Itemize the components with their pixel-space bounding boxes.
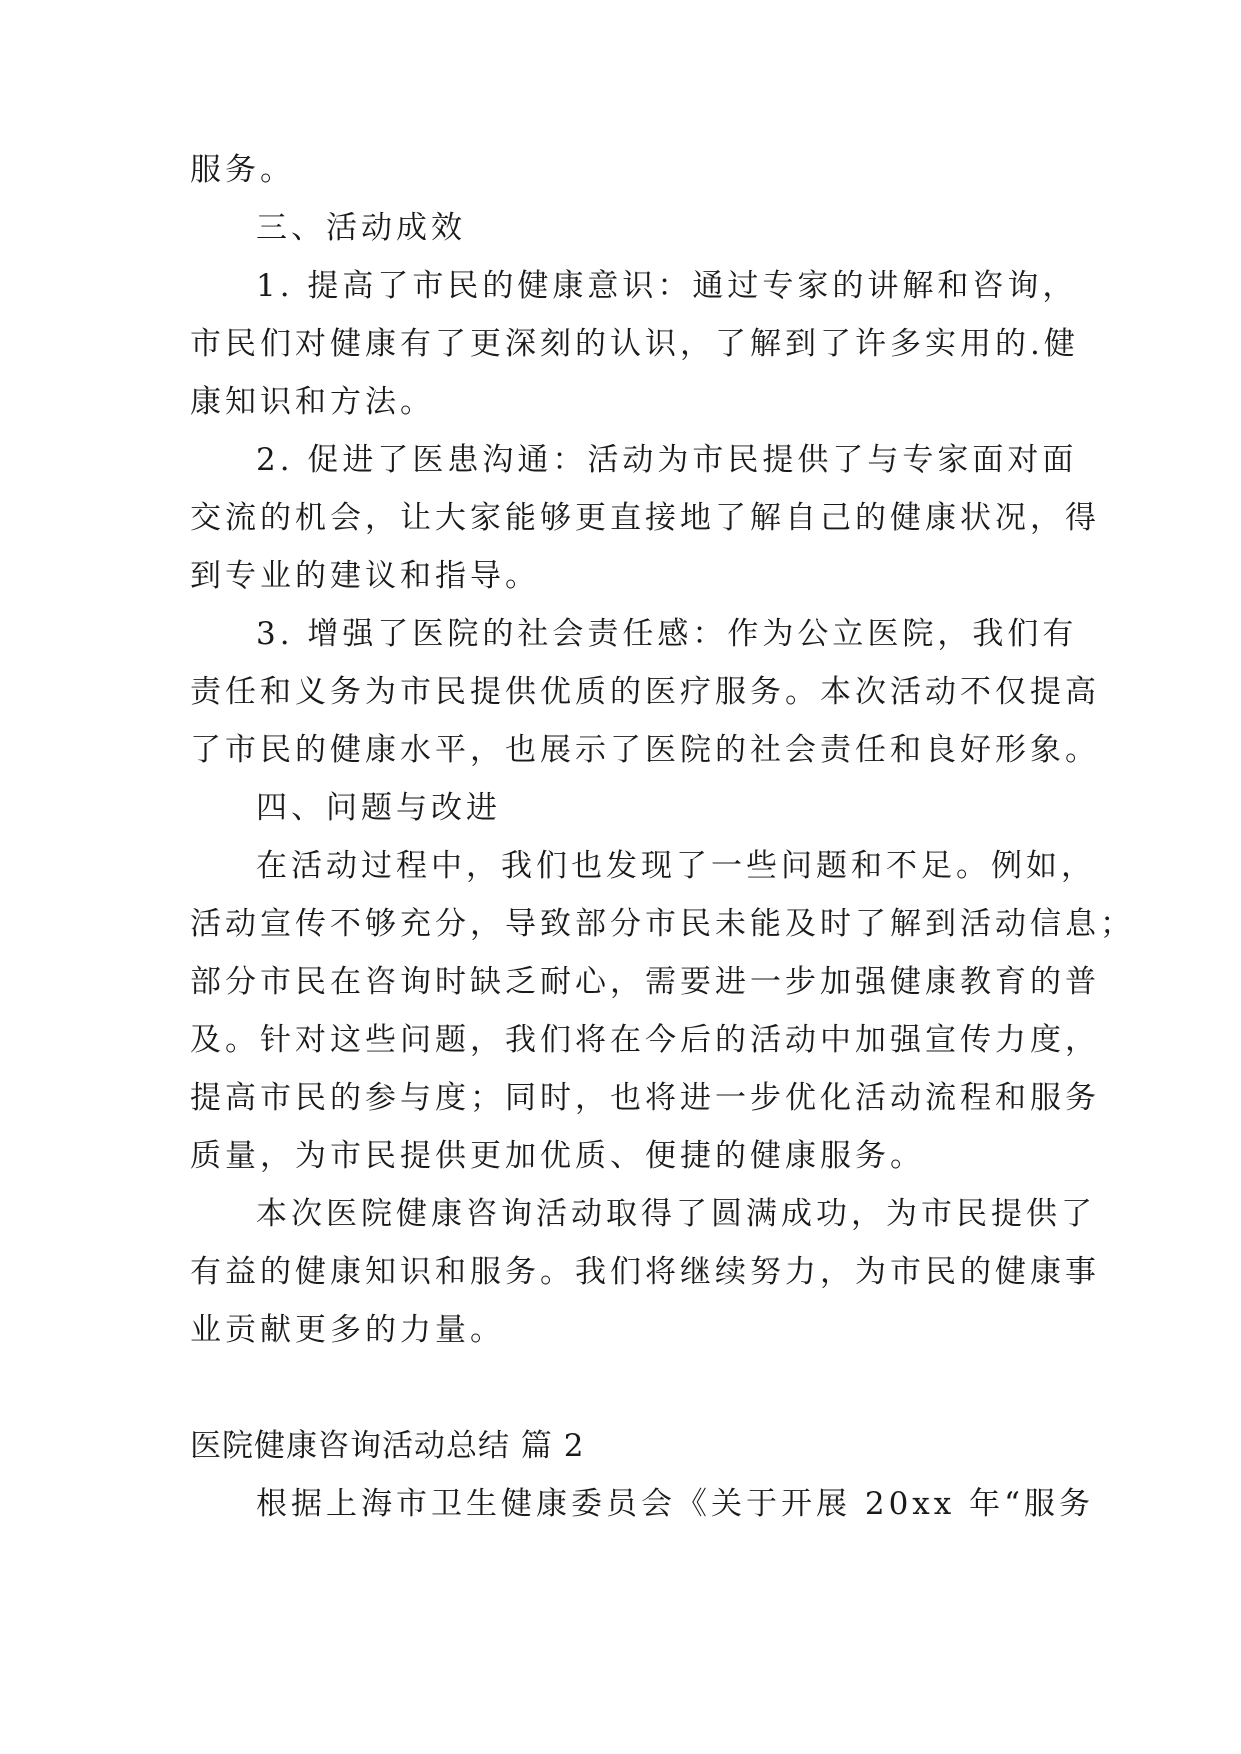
section-heading: 四、问题与改进 [256,790,501,826]
paragraph-line: 本次医院健康咨询活动取得了圆满成功，为市民提供了 [256,1196,1096,1232]
paragraph-line: 市民们对健康有了更深刻的认识，了解到了许多实用的.健 [190,326,1079,362]
paragraph-line: 康知识和方法。 [190,384,435,420]
paragraph-line: 2. 促进了医患沟通：活动为市民提供了与专家面对面 [256,442,1078,478]
paragraph-line: 到专业的建议和指导。 [190,558,540,594]
paragraph-line: 质量，为市民提供更加优质、便捷的健康服务。 [190,1138,925,1174]
article-title: 医院健康咨询活动总结 篇 2 [190,1428,585,1464]
paragraph-line: 责任和义务为市民提供优质的医疗服务。本次活动不仅提高 [190,674,1100,710]
paragraph-line: 在活动过程中，我们也发现了一些问题和不足。例如， [256,848,1096,884]
paragraph-line: 1. 提高了市民的健康意识：通过专家的讲解和咨询， [256,268,1078,304]
paragraph-line: 部分市民在咨询时缺乏耐心，需要进一步加强健康教育的普 [190,964,1100,1000]
paragraph-line: 提高市民的参与度；同时，也将进一步优化活动流程和服务 [190,1080,1100,1116]
paragraph-line: 有益的健康知识和服务。我们将继续努力，为市民的健康事 [190,1254,1100,1290]
paragraph-line: 活动宣传不够充分，导致部分市民未能及时了解到活动信息； [190,906,1135,942]
paragraph-line: 交流的机会，让大家能够更直接地了解自己的健康状况，得 [190,500,1100,536]
paragraph-line: 了市民的健康水平，也展示了医院的社会责任和良好形象。 [190,732,1100,768]
paragraph-line: 服务。 [190,152,295,188]
paragraph-line: 根据上海市卫生健康委员会《关于开展 20xx 年“服务 [256,1486,1094,1522]
section-heading: 三、活动成效 [256,210,466,246]
paragraph-line: 业贡献更多的力量。 [190,1312,505,1348]
paragraph-line: 及。针对这些问题，我们将在今后的活动中加强宣传力度， [190,1022,1100,1058]
paragraph-line: 3. 增强了医院的社会责任感：作为公立医院，我们有 [256,616,1078,652]
